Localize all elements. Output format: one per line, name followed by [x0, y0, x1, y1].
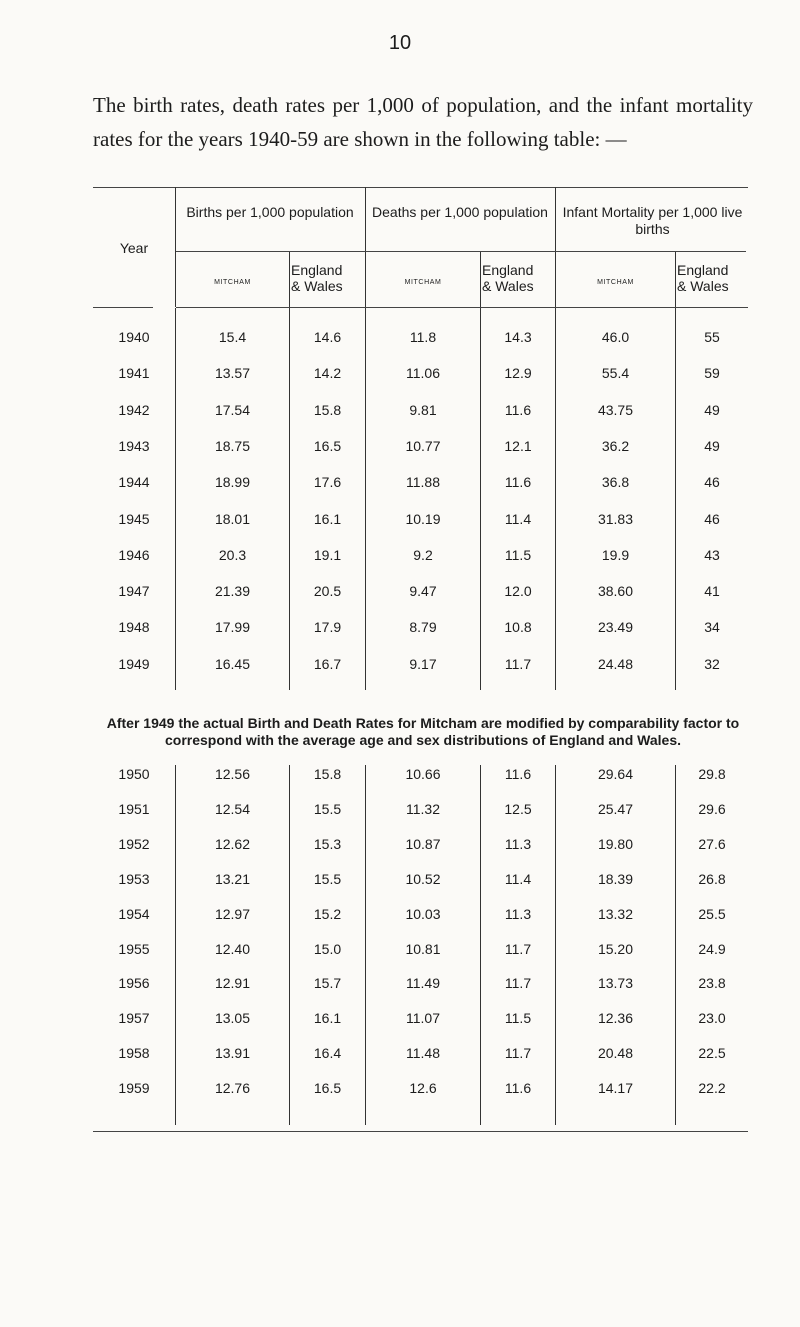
year-cell: 1946	[118, 546, 150, 563]
infant-england-wales-cell: 29.8	[698, 766, 726, 782]
year-cell: 1959	[118, 1080, 150, 1097]
table-row	[0, 871, 800, 891]
header-divider	[365, 187, 366, 307]
births-england-wales-cell: 15.2	[313, 905, 342, 922]
births-england-wales-cell: 16.4	[313, 1045, 342, 1062]
infant-mitcham-header: mitcham	[597, 276, 634, 287]
infant-england-wales-cell: 43	[704, 546, 720, 563]
year-cell: 1956	[118, 975, 150, 992]
deaths-mitcham-cell: 10.87	[405, 835, 441, 852]
deaths-england-wales-cell: 11.5	[504, 546, 532, 563]
table-row	[0, 766, 800, 786]
deaths-header: Deaths per 1,000 population	[372, 204, 548, 220]
infant-england-wales-cell: 34	[704, 619, 720, 636]
births-england-wales-cell: 17.9	[313, 619, 342, 636]
deaths-england-wales-cell: 12.0	[504, 583, 532, 600]
births-england-wales-cell: 15.5	[313, 870, 342, 887]
deaths-england-wales-cell: 12.1	[504, 437, 532, 454]
deaths-mitcham-cell: 11.88	[406, 474, 440, 491]
table-row	[0, 975, 800, 995]
infant-england-wales-cell: 23.8	[698, 975, 726, 992]
comparability-note: After 1949 the actual Birth and Death Rates for Mitcham are modified by comparability factor to correspond with the average age and sex distributions of England and Wales.	[106, 715, 740, 748]
births-mitcham-cell: 12.40	[214, 940, 251, 957]
year-cell: 1940	[118, 329, 150, 345]
births-mitcham-cell: 12.97	[214, 905, 251, 922]
births-mitcham-cell: 12.56	[214, 766, 251, 782]
header-divider	[675, 252, 676, 307]
year-cell: 1942	[118, 401, 150, 418]
deaths-england-wales-cell: 11.6	[504, 1080, 532, 1097]
infant-england-wales-cell: 32	[704, 655, 720, 672]
infant-mitcham-cell: 12.36	[597, 1010, 634, 1027]
deaths-mitcham-cell: 9.17	[409, 655, 437, 672]
deaths-england-wales-cell: 11.7	[504, 940, 532, 957]
deaths-england-wales-cell: 11.5	[504, 1010, 532, 1027]
table-row	[0, 511, 800, 531]
england-label: England	[677, 262, 729, 278]
deaths-mitcham-cell: 12.6	[409, 1080, 437, 1097]
year-cell: 1953	[118, 870, 150, 887]
infant-england-wales-header	[677, 262, 751, 294]
births-mitcham-cell: 13.05	[214, 1010, 251, 1027]
infant-england-wales-cell: 24.9	[698, 940, 726, 957]
table-row	[0, 619, 800, 639]
births-mitcham-cell: 12.91	[214, 975, 251, 992]
deaths-england-wales-cell: 10.8	[504, 619, 532, 636]
year-cell: 1952	[118, 835, 150, 852]
deaths-england-wales-cell: 14.3	[504, 329, 532, 345]
infant-mitcham-cell: 14.17	[597, 1080, 634, 1097]
infant-england-wales-cell: 22.2	[698, 1080, 726, 1097]
year-cell: 1955	[118, 940, 150, 957]
births-mitcham-cell: 12.62	[214, 835, 251, 852]
deaths-mitcham-cell: 10.77	[405, 437, 441, 454]
table-row	[0, 329, 800, 349]
births-mitcham-cell: 20.3	[218, 546, 247, 563]
deaths-mitcham-cell: 10.52	[405, 870, 441, 887]
births-mitcham-cell: 12.54	[214, 800, 251, 817]
wales-label: & Wales	[291, 278, 343, 294]
infant-mitcham-cell: 29.64	[597, 766, 634, 782]
year-header: Year	[119, 240, 149, 256]
deaths-mitcham-header: mitcham	[404, 276, 442, 287]
year-cell: 1948	[118, 619, 150, 636]
table-top-rule	[93, 187, 748, 188]
infant-mitcham-cell: 13.32	[597, 905, 634, 922]
births-mitcham-cell: 17.99	[214, 619, 251, 636]
infant-mitcham-cell: 25.47	[597, 800, 634, 817]
year-cell: 1951	[118, 800, 150, 817]
year-cell: 1943	[118, 437, 150, 454]
header-bottom-rule	[176, 307, 748, 308]
births-england-wales-cell: 20.5	[313, 583, 342, 600]
deaths-england-wales-cell: 11.6	[504, 766, 532, 782]
deaths-england-wales-cell: 11.4	[504, 870, 532, 887]
infant-mortality-header: Infant Mortality per 1,000 live births	[562, 204, 743, 237]
deaths-mitcham-cell: 10.19	[405, 510, 441, 527]
table-row	[0, 836, 800, 856]
infant-england-wales-cell: 26.8	[698, 870, 726, 887]
table-row	[0, 1010, 800, 1030]
deaths-mitcham-cell: 9.2	[413, 546, 433, 563]
year-cell: 1954	[118, 905, 150, 922]
births-mitcham-cell: 16.45	[214, 655, 251, 672]
deaths-england-wales-cell: 11.4	[504, 510, 532, 527]
births-mitcham-cell: 12.76	[214, 1080, 251, 1097]
infant-england-wales-cell: 59	[704, 365, 720, 382]
deaths-mitcham-cell: 8.79	[409, 619, 437, 636]
header-divider	[289, 252, 290, 307]
infant-mitcham-cell: 36.2	[601, 437, 630, 454]
infant-england-wales-cell: 46	[704, 510, 720, 527]
table-row	[0, 365, 800, 385]
deaths-mitcham-cell: 10.81	[405, 940, 441, 957]
infant-england-wales-cell: 25.5	[698, 905, 726, 922]
deaths-england-wales-cell: 11.3	[504, 835, 532, 852]
infant-mitcham-cell: 18.39	[597, 870, 634, 887]
infant-mitcham-cell: 19.80	[597, 835, 634, 852]
header-bottom-rule	[93, 307, 153, 308]
infant-mitcham-cell: 13.73	[597, 975, 634, 992]
deaths-mitcham-cell: 11.32	[406, 800, 440, 817]
births-mitcham-header: mitcham	[214, 276, 251, 287]
infant-england-wales-cell: 23.0	[698, 1010, 726, 1027]
births-mitcham-cell: 13.21	[214, 870, 251, 887]
births-england-wales-header	[291, 262, 365, 294]
table-row	[0, 656, 800, 676]
deaths-england-wales-header	[482, 262, 556, 294]
infant-mitcham-cell: 20.48	[597, 1045, 634, 1062]
deaths-england-wales-cell: 11.7	[504, 655, 532, 672]
table-row	[0, 438, 800, 458]
infant-england-wales-cell: 49	[704, 401, 720, 418]
births-england-wales-cell: 15.5	[313, 800, 342, 817]
infant-mitcham-cell: 24.48	[597, 655, 634, 672]
births-mitcham-cell: 21.39	[214, 583, 251, 600]
deaths-england-wales-cell: 11.6	[504, 401, 532, 418]
year-cell: 1957	[118, 1010, 150, 1027]
infant-england-wales-cell: 41	[704, 583, 720, 600]
table-row	[0, 906, 800, 926]
infant-mitcham-cell: 31.83	[597, 510, 634, 527]
year-cell: 1958	[118, 1045, 150, 1062]
deaths-england-wales-cell: 12.5	[504, 800, 532, 817]
deaths-mitcham-cell: 11.48	[406, 1045, 440, 1062]
infant-mitcham-cell: 43.75	[597, 401, 634, 418]
births-england-wales-cell: 16.1	[313, 1010, 342, 1027]
infant-mitcham-cell: 38.60	[597, 583, 634, 600]
deaths-mitcham-cell: 10.66	[405, 766, 441, 782]
deaths-mitcham-cell: 11.07	[406, 1010, 440, 1027]
deaths-mitcham-cell: 11.8	[409, 329, 437, 345]
deaths-mitcham-cell: 11.49	[406, 975, 440, 992]
deaths-mitcham-cell: 9.47	[409, 583, 437, 600]
deaths-england-wales-cell: 11.7	[504, 1045, 532, 1062]
table-row	[0, 941, 800, 961]
deaths-england-wales-cell: 11.3	[504, 905, 532, 922]
deaths-england-wales-cell: 11.6	[504, 474, 532, 491]
infant-england-wales-cell: 46	[704, 474, 720, 491]
infant-mitcham-cell: 46.0	[601, 329, 630, 345]
table-row	[0, 547, 800, 567]
deaths-england-wales-cell: 11.7	[504, 975, 532, 992]
table-bottom-rule	[93, 1131, 748, 1132]
births-england-wales-cell: 16.7	[313, 655, 342, 672]
table-row	[0, 801, 800, 821]
births-england-wales-cell: 15.3	[313, 835, 342, 852]
infant-mitcham-cell: 55.4	[601, 365, 630, 382]
year-cell: 1950	[118, 766, 150, 782]
births-mitcham-cell: 18.01	[214, 510, 251, 527]
deaths-mitcham-cell: 10.03	[405, 905, 441, 922]
intro-paragraph: The birth rates, death rates per 1,000 of population, and the infant mortality rates for the years 1940-59 are shown in the following table: —	[93, 93, 753, 151]
births-mitcham-cell: 13.57	[214, 365, 251, 382]
births-england-wales-cell: 19.1	[313, 546, 342, 563]
births-england-wales-cell: 16.5	[313, 437, 342, 454]
table-row	[0, 1045, 800, 1065]
table-row	[0, 474, 800, 494]
year-cell: 1949	[118, 655, 150, 672]
births-england-wales-cell: 15.8	[313, 401, 342, 418]
page-number: 10	[388, 32, 412, 54]
table-row	[0, 583, 800, 603]
infant-mitcham-cell: 19.9	[601, 546, 630, 563]
deaths-mitcham-cell: 11.06	[406, 365, 440, 382]
births-mitcham-cell: 15.4	[218, 329, 247, 345]
births-england-wales-cell: 15.7	[313, 975, 342, 992]
deaths-england-wales-cell: 12.9	[504, 365, 532, 382]
births-header: Births per 1,000 population	[186, 204, 354, 220]
births-england-wales-cell: 17.6	[313, 474, 342, 491]
infant-mitcham-cell: 23.49	[597, 619, 634, 636]
table-row	[0, 1080, 800, 1100]
group-underline	[366, 251, 556, 252]
header-divider	[175, 187, 176, 307]
births-mitcham-cell: 18.75	[214, 437, 251, 454]
infant-mitcham-cell: 36.8	[601, 474, 630, 491]
group-underline	[176, 251, 366, 252]
wales-label: & Wales	[677, 278, 729, 294]
births-mitcham-cell: 13.91	[214, 1045, 251, 1062]
infant-england-wales-cell: 55	[704, 329, 720, 345]
year-cell: 1947	[118, 583, 150, 600]
births-england-wales-cell: 15.0	[313, 940, 342, 957]
births-england-wales-cell: 16.1	[313, 510, 342, 527]
group-underline	[556, 251, 746, 252]
infant-england-wales-cell: 22.5	[698, 1045, 726, 1062]
births-england-wales-cell: 14.6	[313, 329, 342, 345]
year-cell: 1941	[118, 365, 150, 382]
year-cell: 1945	[118, 510, 150, 527]
england-label: England	[291, 262, 343, 278]
table-row	[0, 402, 800, 422]
infant-england-wales-cell: 27.6	[698, 835, 726, 852]
england-label: England	[482, 262, 534, 278]
infant-england-wales-cell: 49	[704, 437, 720, 454]
year-cell: 1944	[118, 474, 150, 491]
deaths-mitcham-cell: 9.81	[409, 401, 437, 418]
infant-mitcham-cell: 15.20	[597, 940, 634, 957]
births-england-wales-cell: 14.2	[313, 365, 342, 382]
births-england-wales-cell: 15.8	[313, 766, 342, 782]
births-england-wales-cell: 16.5	[313, 1080, 342, 1097]
infant-england-wales-cell: 29.6	[698, 800, 726, 817]
births-mitcham-cell: 17.54	[214, 401, 251, 418]
wales-label: & Wales	[482, 278, 534, 294]
header-divider	[480, 252, 481, 307]
births-mitcham-cell: 18.99	[214, 474, 251, 491]
